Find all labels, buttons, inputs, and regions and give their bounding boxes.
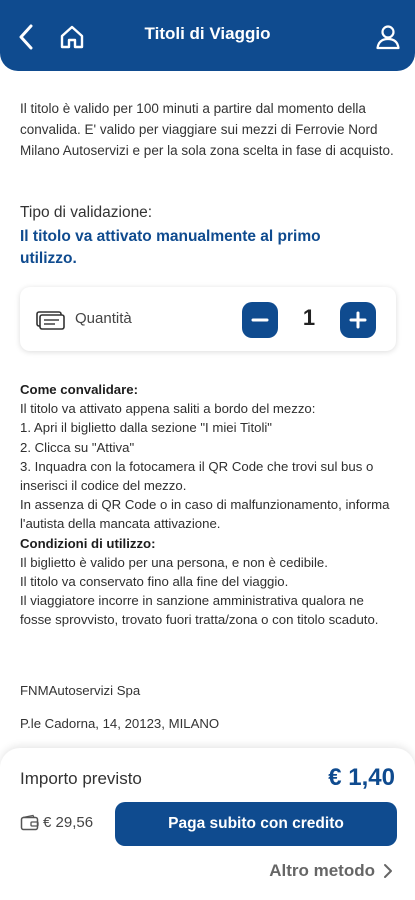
plus-icon [349,311,367,329]
intro-section [20,98,398,161]
rule-line: 1. Apri il biglietto dalla sezione "I miei Titoli" [20,420,272,436]
app-header [0,0,415,71]
condition-line: Il titolo va conservato fino alla fine del viaggio. [20,574,289,590]
condition-line: Il viaggiatore incorre in sanzione amministrativa qualora ne fosse sprovvisto, trovato fuori tratta/zona o con titolo scaduto. [20,593,379,628]
credit-balance: € 29,56 [43,814,94,831]
other-payment-method-link[interactable] [269,861,393,881]
validation-type-value: Il titolo va attivato manualmente al primo utilizzo. [20,228,321,267]
validation-type-label: Tipo di validazione: [20,204,153,221]
increase-quantity-button[interactable] [340,302,376,338]
rule-line: In assenza di QR Code o in caso di malfunzionamento, informa l'autista della mancata attivazione. [20,497,390,532]
decrease-quantity-button[interactable] [242,302,278,338]
rule-line: 3. Inquadra con la fotocamera il QR Code che trovi sul bus o inserisci il codice del mezzo. [20,458,374,494]
rules-section [20,380,398,630]
profile-button[interactable] [373,22,403,52]
condition-line: Il biglietto è valido per una persona, e non è cedibile. [20,554,328,570]
company-name: FNMAutoservizi Spa [20,683,141,698]
quantity-label: Quantità [75,310,132,327]
ticket-description: Il titolo è valido per 100 minuti a partire dal momento della convalida. E' valido per viaggiare sui mezzi di Ferrovie Nord Milano Autoservizi e per la sola zona scelta in fase di acquisto. [20,101,394,158]
page-title: Titoli di Viaggio [144,24,271,43]
pay-with-credit-button[interactable]: Paga subito con credito [115,802,397,846]
company-address: P.le Cadorna, 14, 20123, MILANO [20,716,220,731]
ticket-icon [34,307,66,331]
quantity-card [20,287,396,351]
minus-icon [251,311,269,329]
other-method-label: Altro metodo [269,861,375,880]
expected-amount-label: Importo previsto [20,769,142,788]
conditions-heading: Condizioni di utilizzo: [20,535,156,551]
how-to-validate-heading: Come convalidare: [20,382,138,397]
expected-amount-value: € 1,40 [328,764,395,791]
checkout-footer [0,748,415,900]
quantity-value: 1 [302,305,316,330]
rule-line: 2. Clicca su "Attiva" [20,439,135,455]
wallet-icon [20,814,40,832]
rule-line: Il titolo va attivato appena saliti a bordo del mezzo: [20,401,316,417]
chevron-right-icon [383,863,393,879]
user-icon [375,24,401,50]
